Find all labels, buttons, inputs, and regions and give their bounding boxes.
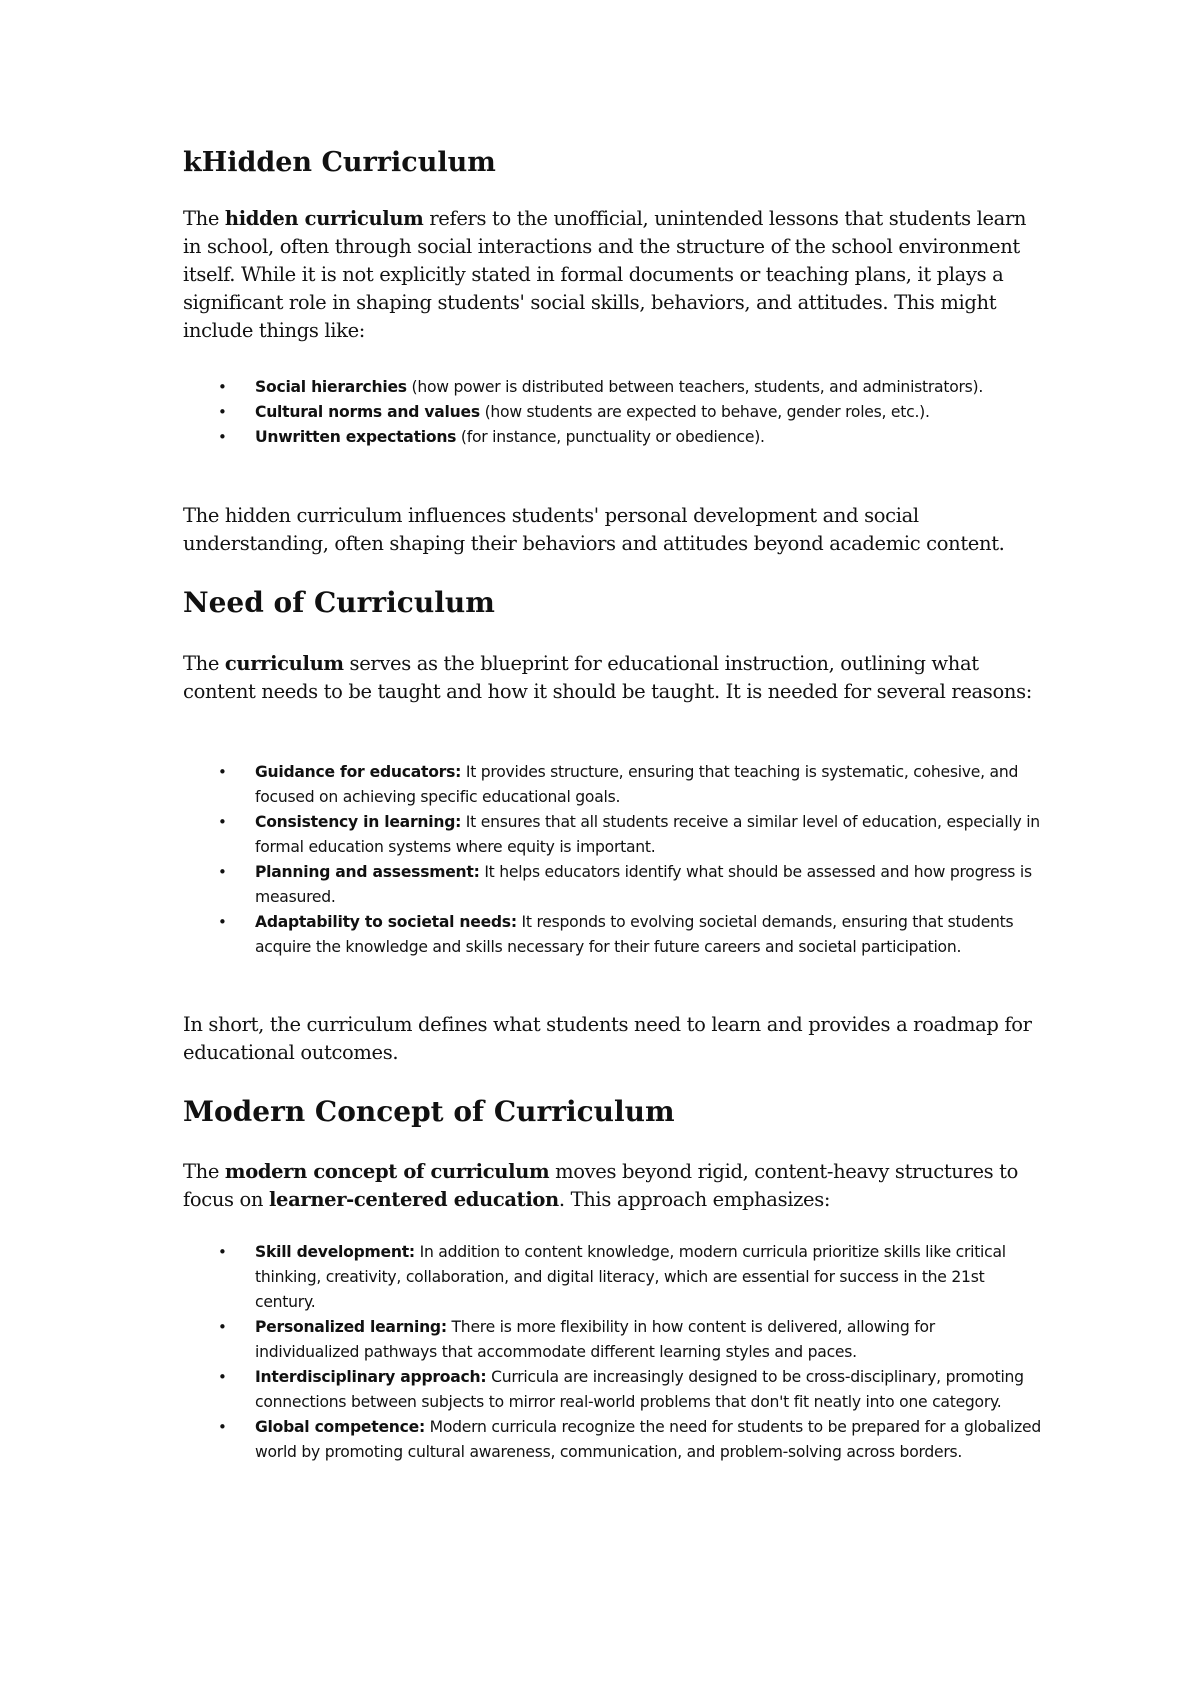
bullet-icon: •	[218, 1318, 227, 1336]
need-of-curriculum-list	[183, 760, 1043, 960]
list-item-text: It responds to evolving societal demands, ensuring that students acquire the knowledge and skills necessary for their future careers and societal participation.	[255, 913, 1014, 956]
list-item-text: (how students are expected to behave, gender roles, etc.).	[479, 403, 930, 421]
list-item	[183, 1315, 1043, 1365]
list-item	[183, 1240, 1043, 1315]
bullet-icon: •	[218, 763, 227, 781]
intro-text: serves as the blueprint for educational instruction, outlining what content needs to be taught and how it should be taught. It is needed for several reasons:	[183, 652, 1032, 703]
list-item-term: Interdisciplinary approach:	[255, 1368, 487, 1386]
intro-text: The	[183, 207, 225, 230]
list-item-term: Consistency in learning:	[255, 813, 462, 831]
need-of-curriculum-closing: In short, the curriculum defines what students need to learn and provides a roadmap for educational outcomes.	[183, 1013, 1032, 1064]
list-item	[183, 910, 1043, 960]
list-item-term: Personalized learning:	[255, 1318, 447, 1336]
list-item-text: (for instance, punctuality or obedience).	[456, 428, 765, 446]
list-item-term: Skill development:	[255, 1243, 415, 1261]
list-item	[183, 810, 1043, 860]
hidden-curriculum-closing: The hidden curriculum influences students' personal development and social understanding, often shaping their behaviors and attitudes beyond academic content.	[183, 504, 1005, 555]
section-heading-modern-concept: Modern Concept of Curriculum	[183, 1095, 675, 1128]
bullet-icon: •	[218, 403, 227, 421]
list-item-text: It provides structure, ensuring that teaching is systematic, cohesive, and focused on achieving specific educational goals.	[255, 763, 1019, 806]
bullet-icon: •	[218, 1368, 227, 1386]
need-of-curriculum-intro	[183, 650, 1043, 706]
list-item	[183, 425, 1043, 450]
list-item-text: It ensures that all students receive a similar level of education, especially in formal education systems where equity is important.	[255, 813, 1040, 856]
modern-concept-intro	[183, 1158, 1043, 1214]
list-item-term: Cultural norms and values	[255, 403, 480, 421]
list-item-text: There is more flexibility in how content is delivered, allowing for individualized pathways that accommodate different learning styles and paces.	[255, 1318, 935, 1361]
bullet-icon: •	[218, 913, 227, 931]
list-item-term: Adaptability to societal needs:	[255, 913, 517, 931]
list-item-term: Planning and assessment:	[255, 863, 480, 881]
list-item-term: Global competence:	[255, 1418, 425, 1436]
bullet-icon: •	[218, 863, 227, 881]
hidden-curriculum-list	[183, 375, 1043, 450]
bullet-icon: •	[218, 813, 227, 831]
list-item-text: (how power is distributed between teachers, students, and administrators).	[406, 378, 984, 396]
intro-bold-term: modern concept of curriculum	[224, 1160, 550, 1183]
list-item	[183, 760, 1043, 810]
section-heading-need-of-curriculum: Need of Curriculum	[183, 586, 495, 619]
bullet-icon: •	[218, 1418, 227, 1436]
list-item-text: It helps educators identify what should be assessed and how progress is measured.	[255, 863, 1032, 906]
intro-bold-term: learner-centered education	[269, 1188, 559, 1211]
list-item	[183, 860, 1043, 910]
list-item	[183, 375, 1043, 400]
intro-bold-term: hidden curriculum	[224, 207, 424, 230]
intro-text: The	[183, 1160, 225, 1183]
list-item	[183, 1365, 1043, 1415]
intro-text: . This approach emphasizes:	[558, 1188, 831, 1211]
intro-text: moves beyond rigid, content-heavy structures to focus on	[183, 1160, 1019, 1211]
intro-bold-term: curriculum	[224, 652, 344, 675]
list-item-text: Modern curricula recognize the need for students to be prepared for a globalized world by promoting cultural awareness, communication, and problem-solving across borders.	[255, 1418, 1042, 1461]
section-heading-hidden-curriculum: kHidden Curriculum	[183, 147, 496, 178]
intro-text: refers to the unofficial, unintended lessons that students learn in school, often through social interactions and the structure of the school environment itself. While it is not explicitly stated in formal documents or teaching plans, it plays a significant role in shaping students' social skills, behaviors, and attitudes. This might include things like:	[183, 207, 1027, 342]
list-item-text: In addition to content knowledge, modern curricula prioritize skills like critical thinking, creativity, collaboration, and digital literacy, which are essential for success in the 21st century.	[255, 1243, 1006, 1311]
bullet-icon: •	[218, 428, 227, 446]
intro-text: The	[183, 652, 225, 675]
list-item	[183, 1415, 1043, 1465]
list-item-term: Social hierarchies	[255, 378, 407, 396]
modern-concept-list	[183, 1240, 1043, 1465]
list-item-term: Guidance for educators:	[255, 763, 462, 781]
bullet-icon: •	[218, 1243, 227, 1261]
bullet-icon: •	[218, 378, 227, 396]
list-item	[183, 400, 1043, 425]
list-item-text: Curricula are increasingly designed to be cross-disciplinary, promoting connections between subjects to mirror real-world problems that don't fit neatly into one category.	[255, 1368, 1024, 1411]
hidden-curriculum-intro	[183, 205, 1043, 345]
list-item-term: Unwritten expectations	[255, 428, 457, 446]
